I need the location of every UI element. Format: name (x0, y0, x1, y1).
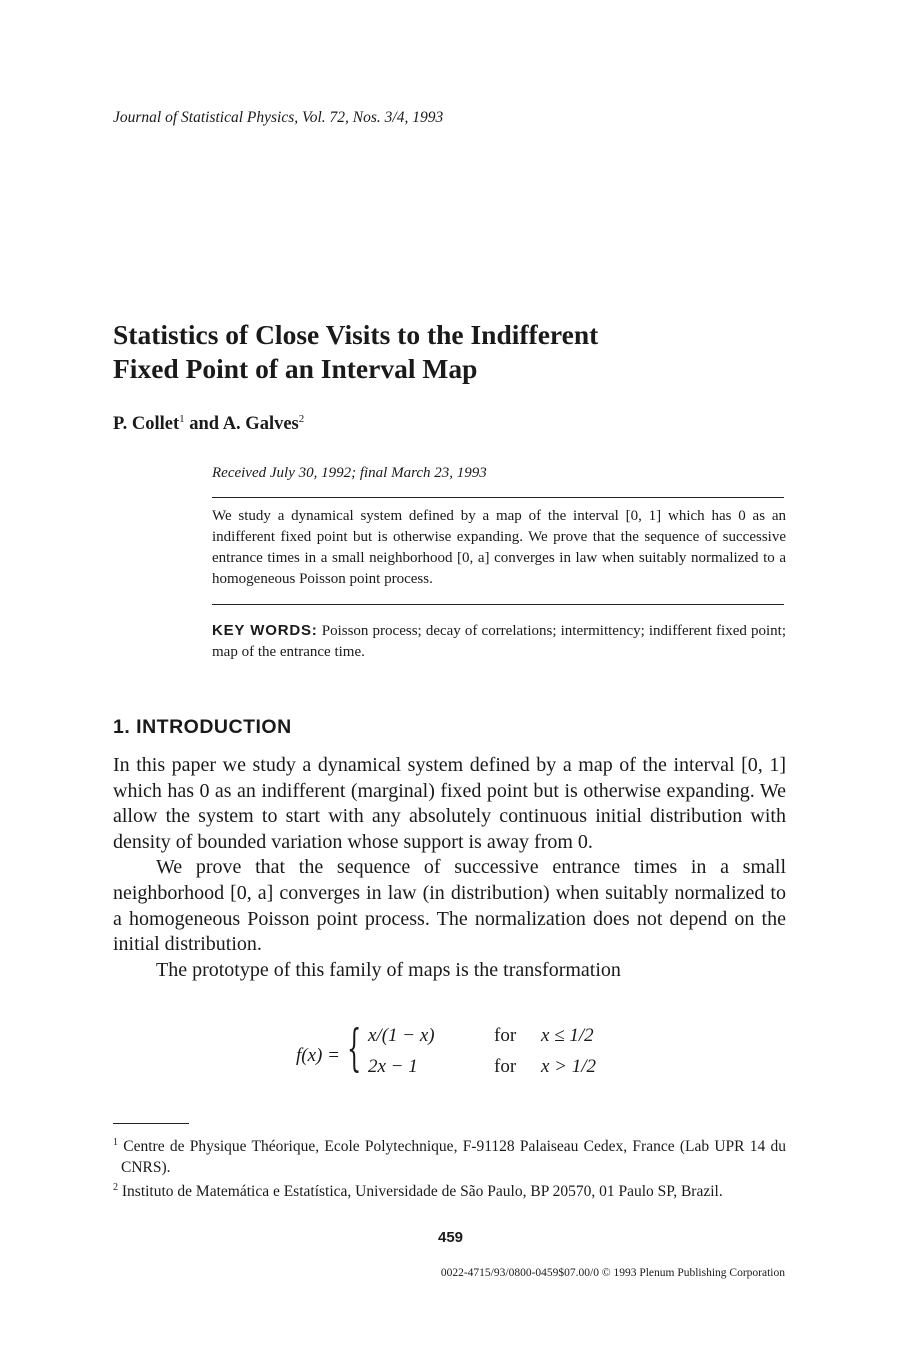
footnote (113, 1178, 786, 1203)
body-paragraph: In this paper we study a dynamical system defined by a map of the interval [0, 1] which has 0 as an indifferent (marginal) fixed point but is otherwise expanding. We allow the system to start with any absolutely continuous initial distribution with density of bounded variation whose support is away from 0. (113, 754, 786, 853)
footnote (113, 1133, 786, 1178)
case-2-condition: for x > 1/2 (494, 1056, 597, 1077)
author-list (113, 413, 304, 435)
equation-lhs: f(x) = (296, 1045, 340, 1066)
case-2-expression: 2x − 1 (368, 1056, 418, 1077)
author-conjunction: and (189, 414, 220, 435)
keywords-label: KEY WORDS: (212, 622, 318, 639)
keywords (212, 620, 786, 663)
author-name: P. Collet (113, 414, 180, 435)
abstract: We study a dynamical system defined by a map of the interval [0, 1] which has 0 as an indifferent fixed point but is otherwise expanding. We prove that the sequence of successive entrance times in a small neighborhood [0, a] converges in law when suitably normalized to a homogeneous Poisson point process. (212, 508, 786, 587)
copyright-line: 0022-4715/93/0800-0459$07.00/0 © 1993 Plenum Publishing Corporation (440, 1267, 785, 1279)
page-number: 459 (437, 1229, 464, 1246)
body-paragraph: The prototype of this family of maps is the transformation (156, 958, 621, 981)
received-dates: Received July 30, 1992; final March 23, 1993 (212, 465, 487, 481)
abstract-bottom-rule (212, 604, 784, 605)
footnotes (113, 1133, 786, 1203)
title-line-2: Fixed Point of an Interval Map (113, 353, 478, 384)
section-body (113, 753, 786, 983)
footnote-text: Instituto de Matemática e Estatística, Universidade de São Paulo, BP 20570, 01 Paulo SP, Brazil. (121, 1183, 723, 1201)
footnote-mark: 2 (113, 1182, 118, 1194)
footnote-rule (113, 1123, 189, 1124)
case-1-condition: for x ≤ 1/2 (494, 1025, 594, 1046)
author-name: A. Galves (222, 414, 299, 435)
case-1-expression: x/(1 − x) (368, 1025, 435, 1046)
abstract-top-rule (212, 497, 784, 498)
keywords-text: Poisson process; decay of correlations; intermittency; indifferent fixed point; map of the entrance time. (212, 623, 786, 660)
section-heading: 1. INTRODUCTION (113, 716, 292, 738)
journal-citation: Journal of Statistical Physics, Vol. 72, Nos. 3/4, 1993 (113, 109, 444, 126)
affiliation-mark: 2 (298, 413, 305, 425)
article-title (113, 318, 598, 386)
footnote-mark: 1 (113, 1137, 118, 1148)
affiliation-mark: 1 (179, 413, 185, 425)
footnote-text: Centre de Physique Théorique, Ecole Polytechnique, F-91128 Palaiseau Cedex, France (Lab UPR 14 du CNRS). (121, 1138, 787, 1176)
body-paragraph: We prove that the sequence of successive entrance times in a small neighborhood [0, a] converges in law (in distribution) when suitably normalized to a homogeneous Poisson point process. The normalization does not depend on the initial distribution. (113, 856, 786, 956)
left-brace: { (347, 1019, 362, 1077)
title-line-1: Statistics of Close Visits to the Indifferent (113, 319, 599, 350)
